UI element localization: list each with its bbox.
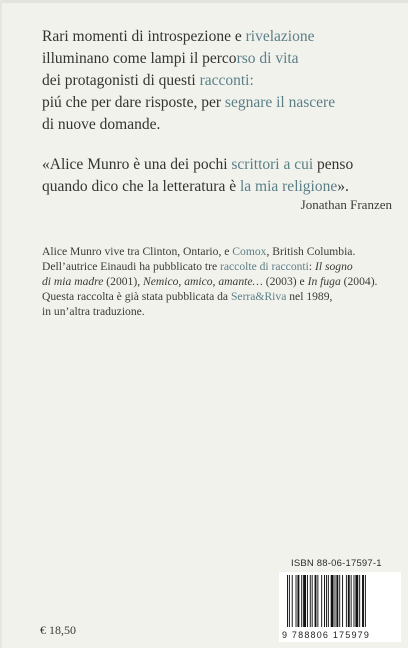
blurb-line-1: Rari momenti di introspezione e rivelazione (42, 28, 315, 45)
blurb-paragraph (42, 26, 392, 136)
ean-number: 9 788806 175979 (282, 630, 371, 640)
bio-line-3: di mia madre (2001), Nemico, amico, amante… (2003) e In fuga (2004). (42, 275, 378, 288)
review-quote (42, 154, 392, 198)
blurb-line-5: di nuove domande. (42, 116, 161, 133)
bio-line-4: Questa raccolta è già stata pubblicata da Serra&Riva nel 1989, (42, 290, 333, 303)
quote-author: Jonathan Franzen (300, 197, 392, 212)
cover-left-edge (0, 0, 2, 648)
blurb-line-3: dei protagonisti di questi racconti: (42, 72, 254, 89)
bio-line-5: in un’altra traduzione. (42, 305, 145, 318)
blurb-line-4: piú che per dare risposte, per segnare il nascere (42, 94, 336, 111)
bio-line-2: Dell’autrice Einaudi ha pubblicato tre raccolte di racconti: Il sogno (42, 260, 353, 273)
barcode-block (279, 572, 401, 642)
cover-top-edge (0, 0, 408, 3)
blurb-line-2: illuminano come lampi il percorso di vita (42, 50, 299, 67)
barcode-icon (285, 575, 395, 627)
isbn-label: ISBN 88-06-17597-1 (291, 558, 382, 569)
price-label: € 18,50 (40, 623, 76, 637)
quote-line-1: «Alice Munro è una dei pochi scrittori a cui penso (42, 156, 354, 173)
quote-line-2: quando dico che la letteratura è la mia religione». (42, 178, 349, 195)
author-bio (42, 244, 392, 319)
bio-line-1: Alice Munro vive tra Clinton, Ontario, e Comox, British Columbia. (42, 245, 356, 258)
